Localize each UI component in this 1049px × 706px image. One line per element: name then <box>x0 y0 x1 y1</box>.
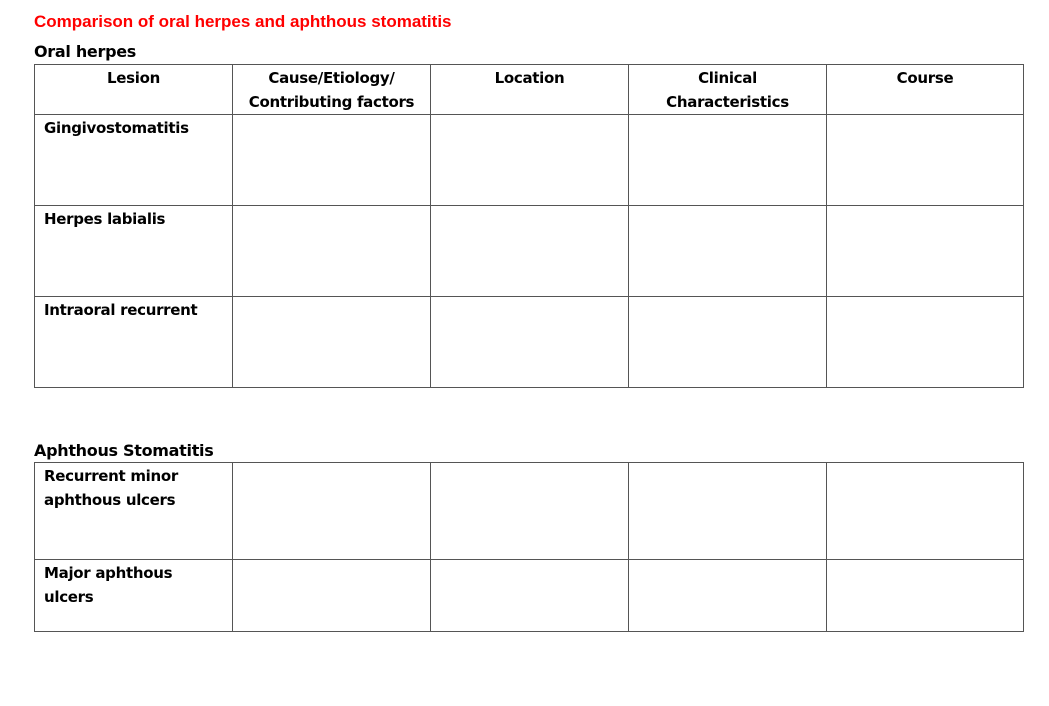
cell-gingivostomatitis-location[interactable] <box>431 115 629 206</box>
column-header-clinical <box>629 65 827 115</box>
cell-herpes-labialis-cause[interactable] <box>233 206 431 297</box>
cell-major-aphthous-clinical[interactable] <box>629 560 827 632</box>
row-label-major-aphthous <box>35 560 233 632</box>
cell-herpes-labialis-clinical[interactable] <box>629 206 827 297</box>
table-row <box>35 115 1024 206</box>
cell-minor-aphthous-location[interactable] <box>431 463 629 560</box>
cell-major-aphthous-cause[interactable] <box>233 560 431 632</box>
column-header-cause <box>233 65 431 115</box>
document-title: Comparison of oral herpes and aphthous stomatitis <box>34 12 452 31</box>
table-row <box>35 206 1024 297</box>
aphthous-stomatitis-heading: Aphthous Stomatitis <box>34 441 214 460</box>
row-label-intraoral-recurrent: Intraoral recurrent <box>35 297 233 388</box>
cell-gingivostomatitis-clinical[interactable] <box>629 115 827 206</box>
column-header-lesion: Lesion <box>35 65 233 115</box>
cell-minor-aphthous-course[interactable] <box>827 463 1024 560</box>
column-header-location: Location <box>431 65 629 115</box>
cell-major-aphthous-course[interactable] <box>827 560 1024 632</box>
column-header-cause-line1: Cause/Etiology/ <box>268 69 395 87</box>
row-label-gingivostomatitis: Gingivostomatitis <box>35 115 233 206</box>
column-header-clinical-line1: Clinical <box>698 69 757 87</box>
cell-intraoral-recurrent-location[interactable] <box>431 297 629 388</box>
cell-minor-aphthous-clinical[interactable] <box>629 463 827 560</box>
column-header-course: Course <box>827 65 1024 115</box>
cell-intraoral-recurrent-course[interactable] <box>827 297 1024 388</box>
table-row <box>35 297 1024 388</box>
row-label-herpes-labialis: Herpes labialis <box>35 206 233 297</box>
row-label-recurrent-minor-aphthous <box>35 463 233 560</box>
table-row <box>35 560 1024 632</box>
cell-gingivostomatitis-course[interactable] <box>827 115 1024 206</box>
row-label-line1: Recurrent minor <box>44 467 178 485</box>
oral-herpes-heading: Oral herpes <box>34 42 137 61</box>
row-label-line2: aphthous ulcers <box>44 491 176 509</box>
table-header-row <box>35 65 1024 115</box>
cell-intraoral-recurrent-cause[interactable] <box>233 297 431 388</box>
oral-herpes-table <box>34 64 1024 388</box>
cell-major-aphthous-location[interactable] <box>431 560 629 632</box>
row-label-line2: ulcers <box>44 588 94 606</box>
cell-gingivostomatitis-cause[interactable] <box>233 115 431 206</box>
cell-intraoral-recurrent-clinical[interactable] <box>629 297 827 388</box>
cell-minor-aphthous-cause[interactable] <box>233 463 431 560</box>
column-header-cause-line2: Contributing factors <box>248 93 415 111</box>
row-label-line1: Major aphthous <box>44 564 173 582</box>
cell-herpes-labialis-location[interactable] <box>431 206 629 297</box>
aphthous-stomatitis-table <box>34 462 1024 632</box>
column-header-clinical-line2: Characteristics <box>666 93 789 111</box>
table-row <box>35 463 1024 560</box>
cell-herpes-labialis-course[interactable] <box>827 206 1024 297</box>
